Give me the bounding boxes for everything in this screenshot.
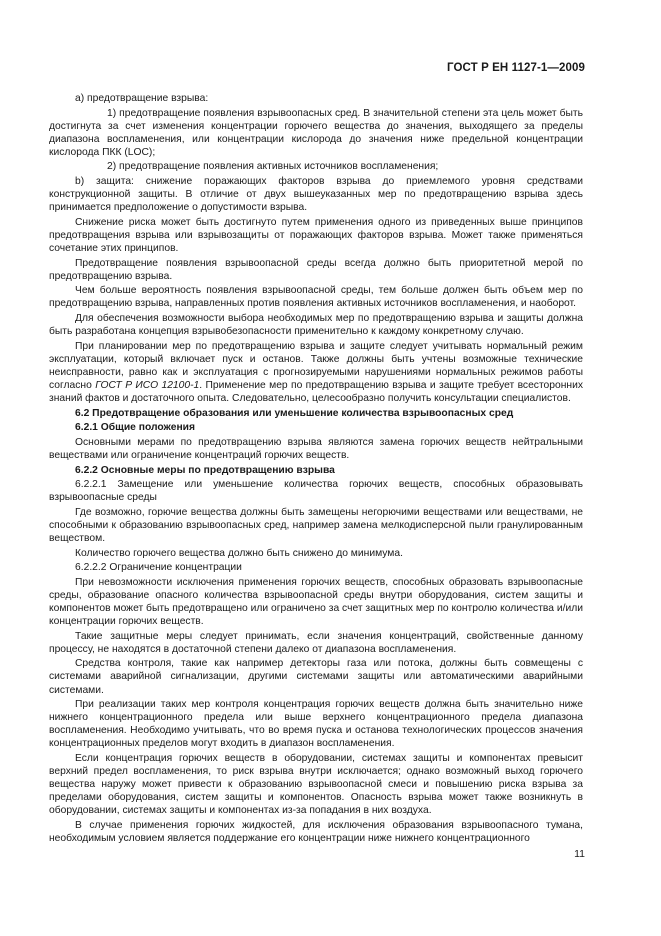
paragraph: 6.2.2.2 Ограничение концентрации <box>75 562 242 574</box>
paragraph: Если концентрация горючих веществ в оборудовании, системах защиты и компонентах превысит верхний предел воспламенения, то риск взрыва внутри исключается; однако возможный выход горючего вещества наружу может привести к образованию взрывоопасной смеси и повышению риска взрыва за пределами оборудования, систем защиты и компонентов. Опасность взрыва может также возникнуть в оборудовании, системах защиты и компонентах из-за попадания в них воздуха. <box>49 753 583 817</box>
paragraph: b) защита: снижение поражающих факторов взрыва до приемлемого уровня средствами конструкционной защиты. В отличие от двух вышеуказанных мер по предотвращению взрыва здесь принимается предположение о допустимости взрыва. <box>49 176 583 214</box>
section-heading: 6.2 Предотвращение образования или уменьшение количества взрывоопасных сред <box>75 407 514 419</box>
paragraph: Предотвращение появления взрывоопасной среды всегда должно быть приоритетной мерой по предотвращению взрыва. <box>49 257 583 282</box>
paragraph: При планировании мер по предотвращению взрыва и защите следует учитывать нормальный режим эксплуатации, который включает пуск и останов. Также должны быть учтены возможные технические неисправности, равно как и эксплуатация с прогнозируемыми нарушениями нормальных режимов работы согласно ГОСТ Р ИСО 12100-1. Применение мер по предотвращению взрыва и защите требует всесторонних знаний фактов и достаточного опыта. Следовательно, целесообразно получить консультации специалистов. <box>49 340 583 405</box>
paragraph: Такие защитные меры следует принимать, если значения концентраций, свойственные данному процессу, не находятся в достаточной степени далеко от диапазона воспламенения. <box>49 630 583 655</box>
section-heading: 6.2.2 Основные меры по предотвращению взрыва <box>75 464 335 476</box>
paragraph: Чем больше вероятность появления взрывоопасной среды, тем больше должен быть объем мер по предотвращению взрыва, направленных против появления активных источников воспламенения, и наоборот. <box>49 285 583 310</box>
paragraph: 2) предотвращение появления активных источников воспламенения; <box>107 161 439 173</box>
paragraph: Средства контроля, такие как например детекторы газа или потока, должны быть совмещены с системами аварийной сигнализации, другими системами защиты или автоматическими аварийными системами. <box>49 658 583 696</box>
paragraph: 6.2.2.1 Замещение или уменьшение количества горючих веществ, способных образовывать взрывоопасные среды <box>49 479 583 504</box>
paragraph: 1) предотвращение появления взрывоопасных сред. В значительной степени эта цель может быть достигнута за счет изменения концентрации горючего вещества до значения, выходящего за пределы диапазона воспламенения, или концентрации кислорода до значения ниже предельной концентрации кислорода ПКК (LOC); <box>49 107 583 158</box>
paragraph: Где возможно, горючие вещества должны быть замещены негорючими веществами или веществами, не способными к образованию взрывоопасных сред, например замена мелкодисперсной пыли гранулированным веществом. <box>49 506 583 544</box>
paragraph: Для обеспечения возможности выбора необходимых мер по предотвращению взрыва и защиты должна быть разработана концепция взрывобезопасности применительно к каждому конкретному случаю. <box>49 313 583 338</box>
paragraph: При невозможности исключения применения горючих веществ, способных образовать взрывоопасные среды, образование опасного количества взрывоопасной среды внутри оборудования, систем защиты и компонентов может быть предотвращено или ограничено за счет защитных мер по контролю количества и/или концентрации горючих веществ. <box>49 576 583 628</box>
paragraph: Снижение риска может быть достигнуто путем применения одного из приведенных выше принципов предотвращения взрыва или взрывозащиты от поражающих факторов взрыва. Может также применяться сочетание этих принципов. <box>49 216 583 255</box>
paragraph: Основными мерами по предотвращению взрыва являются замена горючих веществ нейтральными веществами или ограничение концентраций горючих веществ. <box>49 436 583 461</box>
page-number: 11 <box>574 848 585 860</box>
paragraph: a) предотвращение взрыва: <box>75 93 209 104</box>
paragraph: При реализации таких мер контроля концентрация горючих веществ должна быть значительно ниже нижнего концентрационного предела или выше верхнего концентрационного предела диапазона воспламенения. Необходимо учитывать, что во время пуска и останова технологических процессов значения концентрационных пределов могут входить в диапазон воспламенения. <box>49 699 583 750</box>
document-body <box>49 92 583 847</box>
section-heading: 6.2.1 Общие положения <box>75 422 195 434</box>
document-code: ГОСТ Р ЕН 1127-1—2009 <box>447 62 585 74</box>
paragraph: Количество горючего вещества должно быть снижено до минимума. <box>75 547 403 559</box>
paragraph: В случае применения горючих жидкостей, для исключения образования взрывоопасного тумана, необходимым условием является поддержание его концентрации ниже нижнего концентрационного <box>49 819 583 845</box>
